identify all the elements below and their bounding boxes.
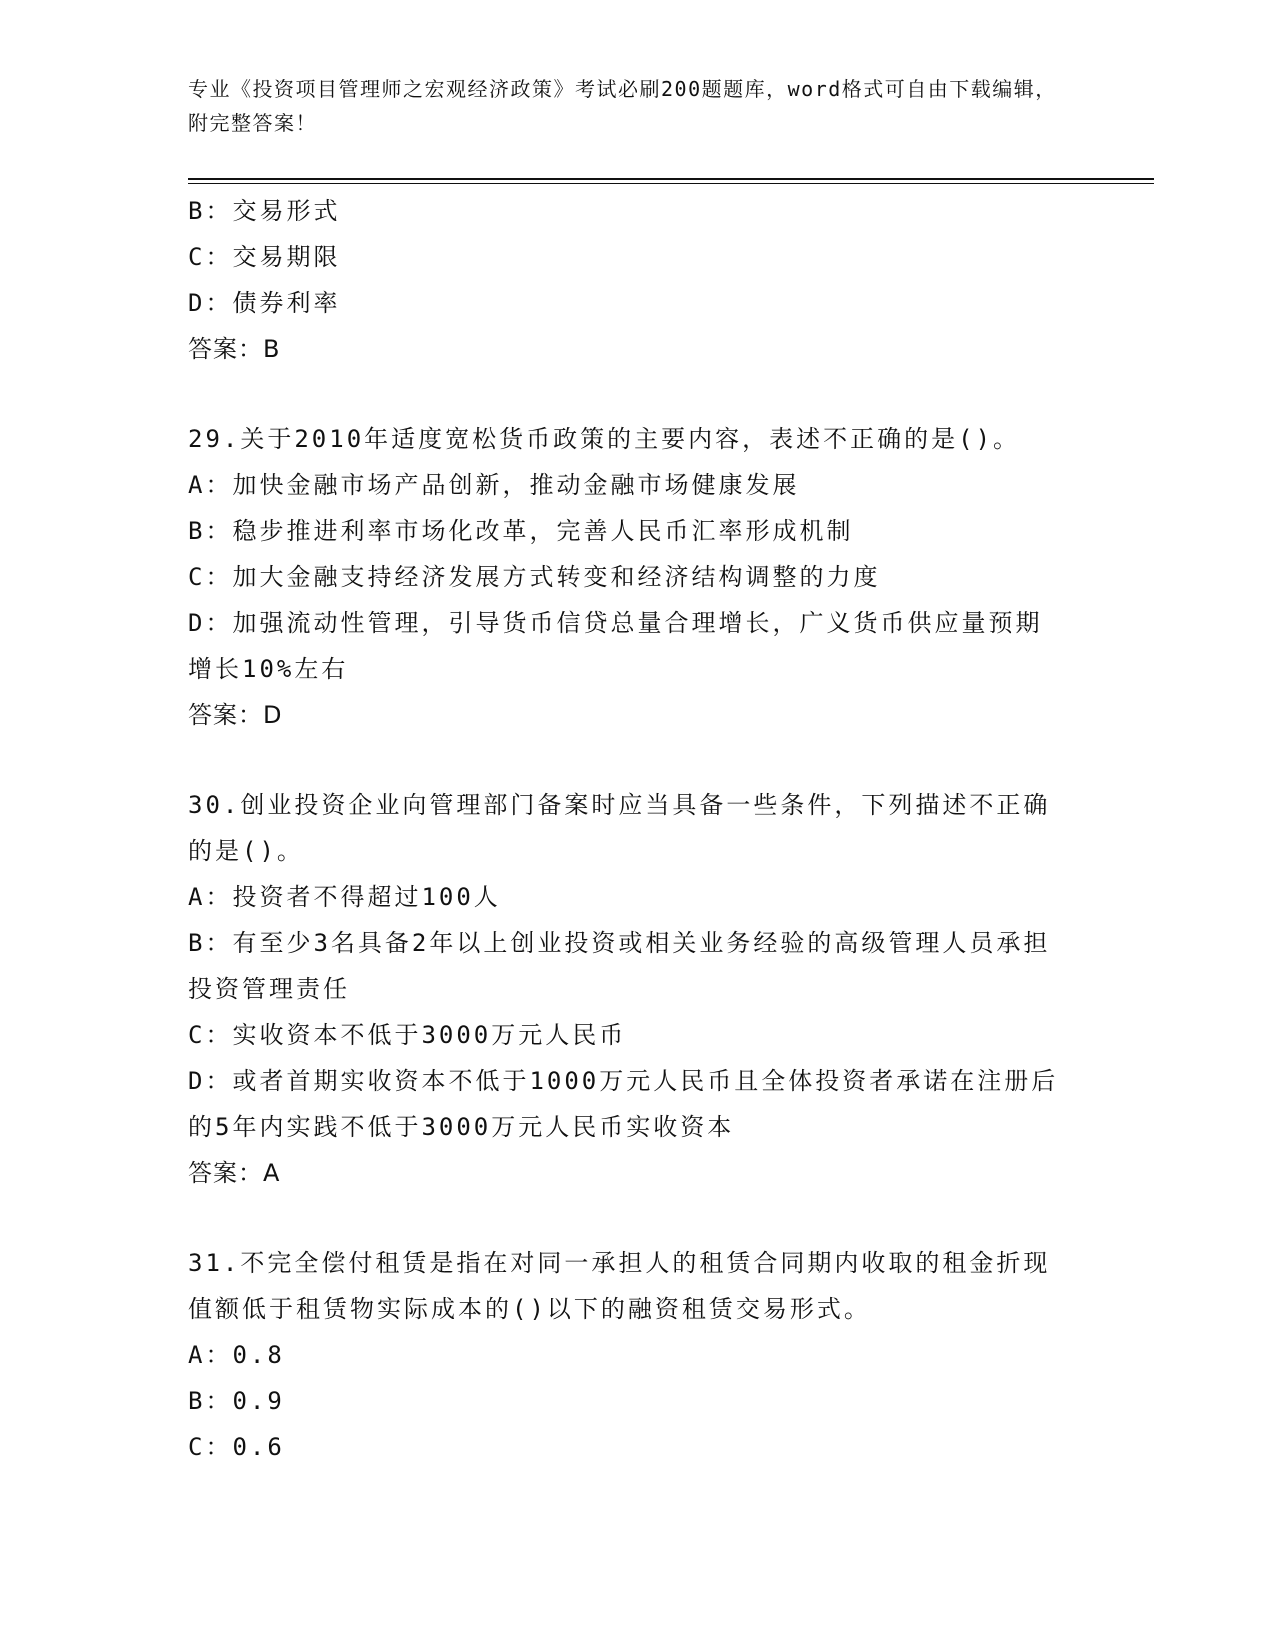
option-b: B：稳步推进利率市场化改革，完善人民币汇率形成机制 (188, 517, 854, 545)
document-header: 专业《投资项目管理师之宏观经济政策》考试必刷200题题库，word格式可自由下载编辑，附完整答案！ (188, 77, 1057, 135)
option-b: B：交易形式 (188, 197, 341, 225)
option-a: A：0.8 (188, 1341, 285, 1369)
question-30 (188, 782, 1088, 1196)
option-d: D：债券利率 (188, 289, 341, 317)
question-stem: 30.创业投资企业向管理部门备案时应当具备一些条件，下列描述不正确的是()。 (188, 791, 1051, 865)
question-29 (188, 416, 1088, 738)
option-c: C：交易期限 (188, 243, 341, 271)
answer-line: 答案：B (188, 335, 281, 363)
option-c: C：实收资本不低于3000万元人民币 (188, 1021, 627, 1049)
question-31 (188, 1240, 1088, 1470)
previous-question-tail (188, 188, 1088, 372)
option-a: A：投资者不得超过100人 (188, 883, 501, 911)
option-d: D：加强流动性管理，引导货币信贷总量合理增长，广义货币供应量预期增长10%左右 (188, 609, 1043, 683)
document-body (188, 188, 1088, 1470)
question-stem: 29.关于2010年适度宽松货币政策的主要内容，表述不正确的是()。 (188, 425, 1021, 453)
option-b: B：有至少3名具备2年以上创业投资或相关业务经验的高级管理人员承担投资管理责任 (188, 929, 1051, 1003)
question-stem: 31.不完全偿付租赁是指在对同一承担人的租赁合同期内收取的租金折现值额低于租赁物实际成本的()以下的融资租赁交易形式。 (188, 1249, 1051, 1323)
answer-line: 答案：A (188, 1159, 281, 1187)
header-divider (188, 178, 1154, 184)
option-c: C：加大金融支持经济发展方式转变和经济结构调整的力度 (188, 563, 881, 591)
option-b: B：0.9 (188, 1387, 285, 1415)
option-a: A：加快金融市场产品创新，推动金融市场健康发展 (188, 471, 800, 499)
option-c: C：0.6 (188, 1433, 285, 1461)
answer-line: 答案：D (188, 701, 283, 729)
option-d: D：或者首期实收资本不低于1000万元人民币且全体投资者承诺在注册后的5年内实践不低于3000万元人民币实收资本 (188, 1067, 1059, 1141)
